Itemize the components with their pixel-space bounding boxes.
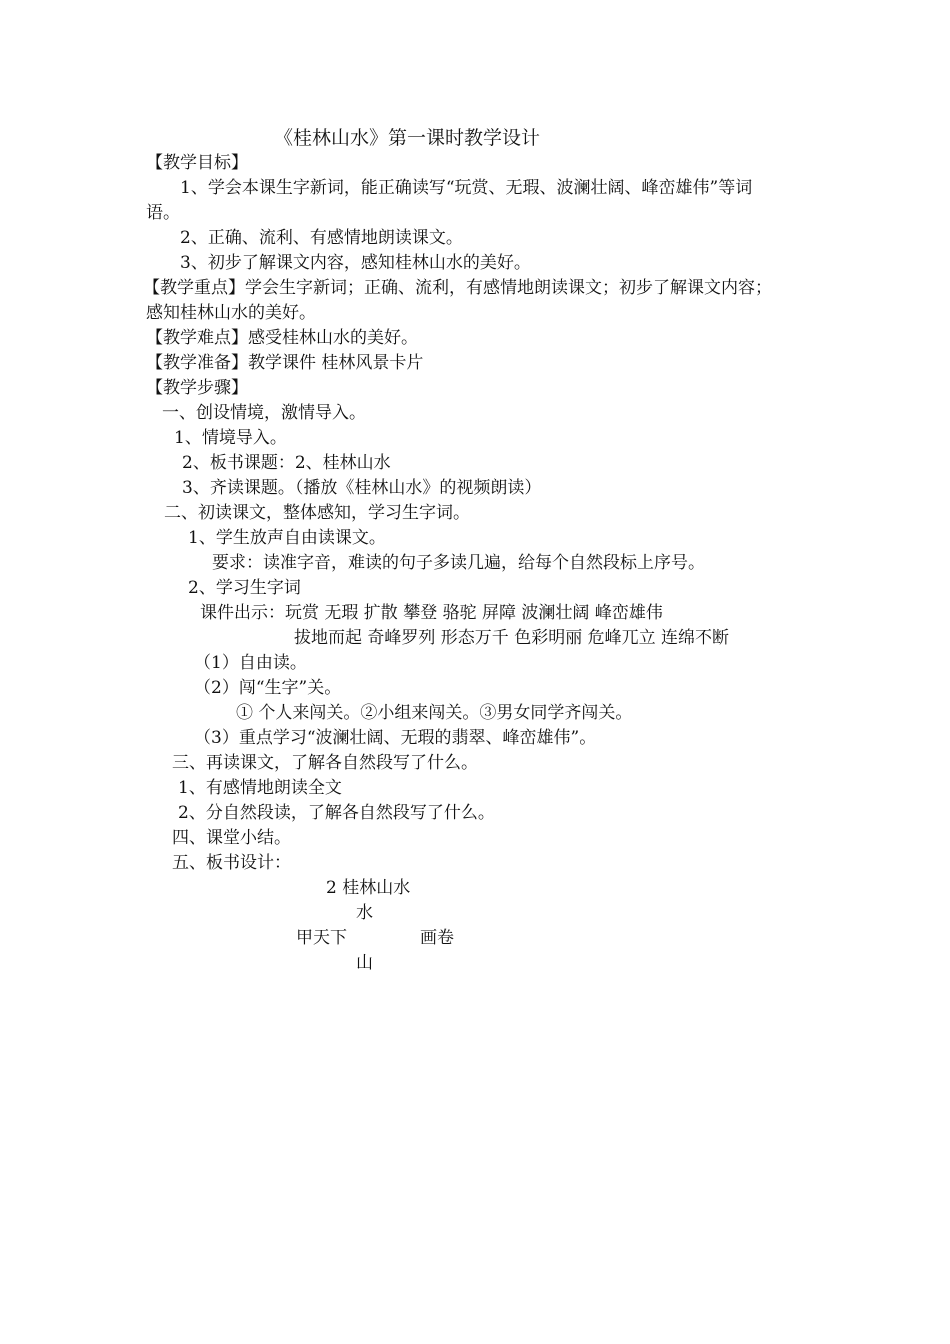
- document-title: 《桂林山水》第一课时教学设计: [274, 127, 541, 149]
- step-2-2-c: （3）重点学习“波澜壮阔、无瑕的翡翠、峰峦雄伟”。: [194, 728, 597, 748]
- preparation: 【教学准备】教学课件 桂林风景卡片: [146, 353, 424, 373]
- step-3-1: 1、有感情地朗读全文: [178, 778, 342, 798]
- step-2-2-words-line-1: 课件出示：玩赏 无瑕 扩散 攀登 骆驼 屏障 波澜壮阔 峰峦雄伟: [200, 603, 663, 623]
- step-1-2: 2、板书课题：2、桂林山水: [182, 453, 391, 473]
- objective-item-3: 3、初步了解课文内容，感知桂林山水的美好。: [180, 253, 531, 273]
- step-2-2: 2、学习生字词: [188, 578, 301, 598]
- step-2-2-words-line-2: 拔地而起 奇峰罗列 形态万千 色彩明丽 危峰兀立 连绵不断: [294, 628, 730, 648]
- objective-item-2: 2、正确、流利、有感情地朗读课文。: [180, 228, 463, 248]
- objectives-heading: 【教学目标】: [146, 153, 248, 173]
- step-2: 二、初读课文，整体感知，学习生字词。: [164, 503, 470, 523]
- step-1: 一、创设情境，激情导入。: [162, 403, 366, 423]
- board-mountain: 山: [356, 953, 373, 973]
- key-points: 【教学重点】学会生字新词；正确、流利，有感情地朗读课文；初步了解课文内容；: [143, 278, 772, 298]
- key-points-continued: 感知桂林山水的美好。: [146, 303, 316, 323]
- objective-item-1: 1、学会本课生字新词，能正确读写“玩赏、无瑕、波澜壮阔、峰峦雄伟”等词: [180, 178, 753, 198]
- board-right-text: 画卷: [420, 928, 454, 948]
- step-4: 四、课堂小结。: [172, 828, 291, 848]
- step-5: 五、板书设计：: [172, 853, 291, 873]
- step-2-1-requirement: 要求：读准字音，难读的句子多读几遍，给每个自然段标上序号。: [212, 553, 705, 573]
- step-2-1: 1、学生放声自由读课文。: [188, 528, 386, 548]
- step-3: 三、再读课文，了解各自然段写了什么。: [172, 753, 478, 773]
- steps-heading: 【教学步骤】: [146, 378, 248, 398]
- step-3-2: 2、分自然段读，了解各自然段写了什么。: [178, 803, 495, 823]
- board-title: 2 桂林山水: [326, 878, 411, 898]
- objective-item-1-continued: 语。: [146, 203, 180, 223]
- step-1-1: 1、情境导入。: [174, 428, 287, 448]
- step-2-2-a: （1）自由读。: [194, 653, 307, 673]
- step-2-2-b-detail: ① 个人来闯关。②小组来闯关。③男女同学齐闯关。: [236, 703, 633, 723]
- step-2-2-b: （2）闯“生字”关。: [194, 678, 342, 698]
- board-left-text: 甲天下: [296, 928, 347, 948]
- board-water: 水: [356, 903, 373, 923]
- step-1-3: 3、齐读课题。（播放《桂林山水》的视频朗读）: [182, 478, 542, 498]
- difficulty: 【教学难点】感受桂林山水的美好。: [146, 328, 418, 348]
